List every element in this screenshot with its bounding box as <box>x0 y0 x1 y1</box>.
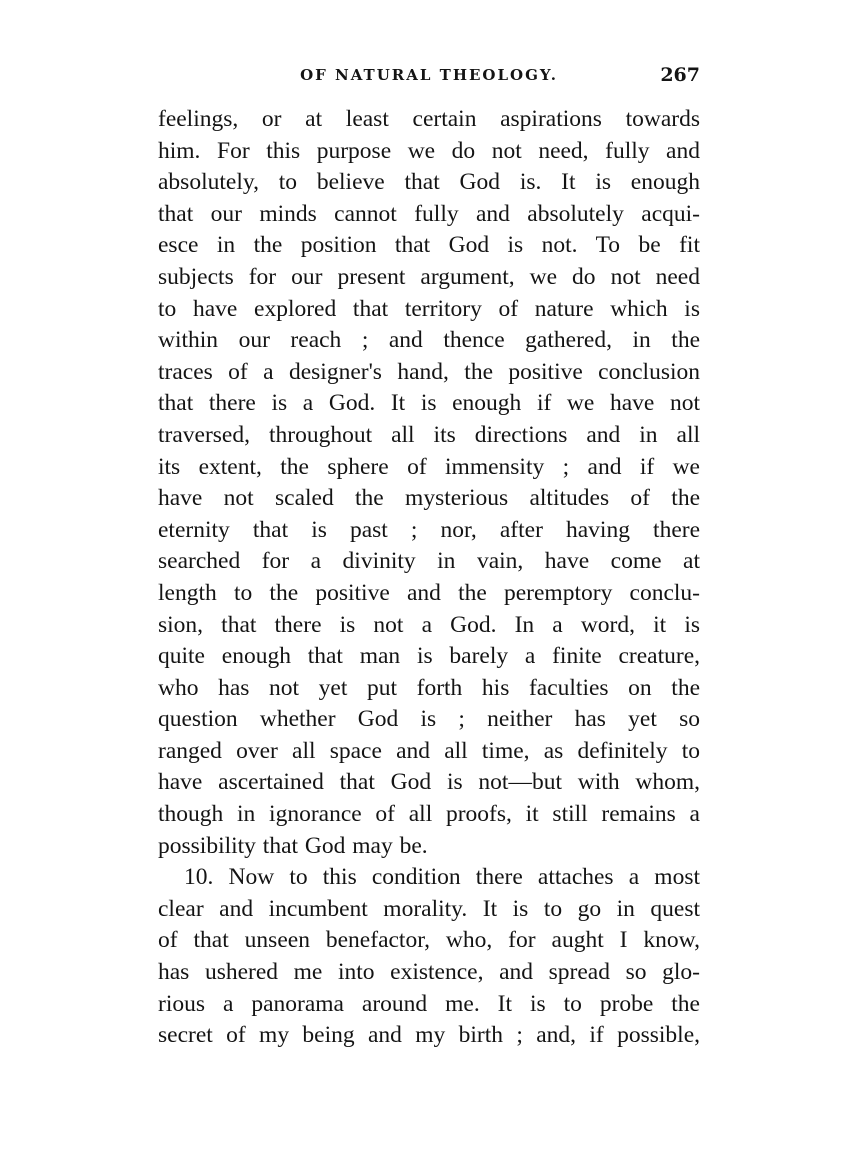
text-line: of that unseen benefactor, who, for aught I know, <box>158 927 700 954</box>
text-line: length to the positive and the peremptory conclu- <box>158 579 700 606</box>
text-line: clear and incumbent morality. It is to go in quest <box>158 895 700 922</box>
text-line: within our reach ; and thence gathered, in the <box>158 327 700 354</box>
text-line: that our minds cannot fully and absolutely acqui- <box>158 200 700 227</box>
text-line: subjects for our present argument, we do not need <box>158 263 700 290</box>
running-title: OF NATURAL THEOLOGY. <box>300 66 558 84</box>
text-line: though in ignorance of all proofs, it still remains a <box>158 801 700 828</box>
text-line: question whether God is ; neither has yet so <box>158 706 700 733</box>
page-number: 267 <box>660 64 700 86</box>
text-line: absolutely, to believe that God is. It is enough <box>158 169 700 196</box>
running-head <box>158 60 700 90</box>
text-line: searched for a divinity in vain, have come at <box>158 548 700 575</box>
text-line: ranged over all space and all time, as definitely to <box>158 737 700 764</box>
text-line: traces of a designer's hand, the positive conclusion <box>158 358 700 385</box>
text-line: have not scaled the mysterious altitudes of the <box>158 485 700 512</box>
text-line: who has not yet put forth his faculties on the <box>158 674 700 701</box>
text-line: has ushered me into existence, and spread so glo- <box>158 959 700 986</box>
text-line: that there is a God. It is enough if we have not <box>158 390 700 417</box>
text-line: feelings, or at least certain aspirations towards <box>158 106 700 132</box>
text-line: quite enough that man is barely a finite creature, <box>158 643 700 670</box>
text-line: its extent, the sphere of immensity ; and if we <box>158 453 700 480</box>
paragraph-end-line: possibility that God may be. <box>158 832 428 859</box>
paragraph-start-line: 10. Now to this condition there attaches a most <box>184 864 700 891</box>
text-line: sion, that there is not a God. In a word, it is <box>158 611 700 638</box>
body-text <box>158 104 700 1052</box>
text-line: traversed, throughout all its directions and in all <box>158 421 700 448</box>
text-line: secret of my being and my birth ; and, if possible, <box>158 1022 700 1049</box>
text-line: eternity that is past ; nor, after having there <box>158 516 700 543</box>
text-line: rious a panorama around me. It is to probe the <box>158 990 700 1017</box>
text-line: to have explored that territory of nature which is <box>158 295 700 322</box>
text-line: him. For this purpose we do not need, fully and <box>158 137 700 164</box>
text-line: esce in the position that God is not. To be fit <box>158 232 700 259</box>
text-line: have ascertained that God is not—but with whom, <box>158 769 700 796</box>
